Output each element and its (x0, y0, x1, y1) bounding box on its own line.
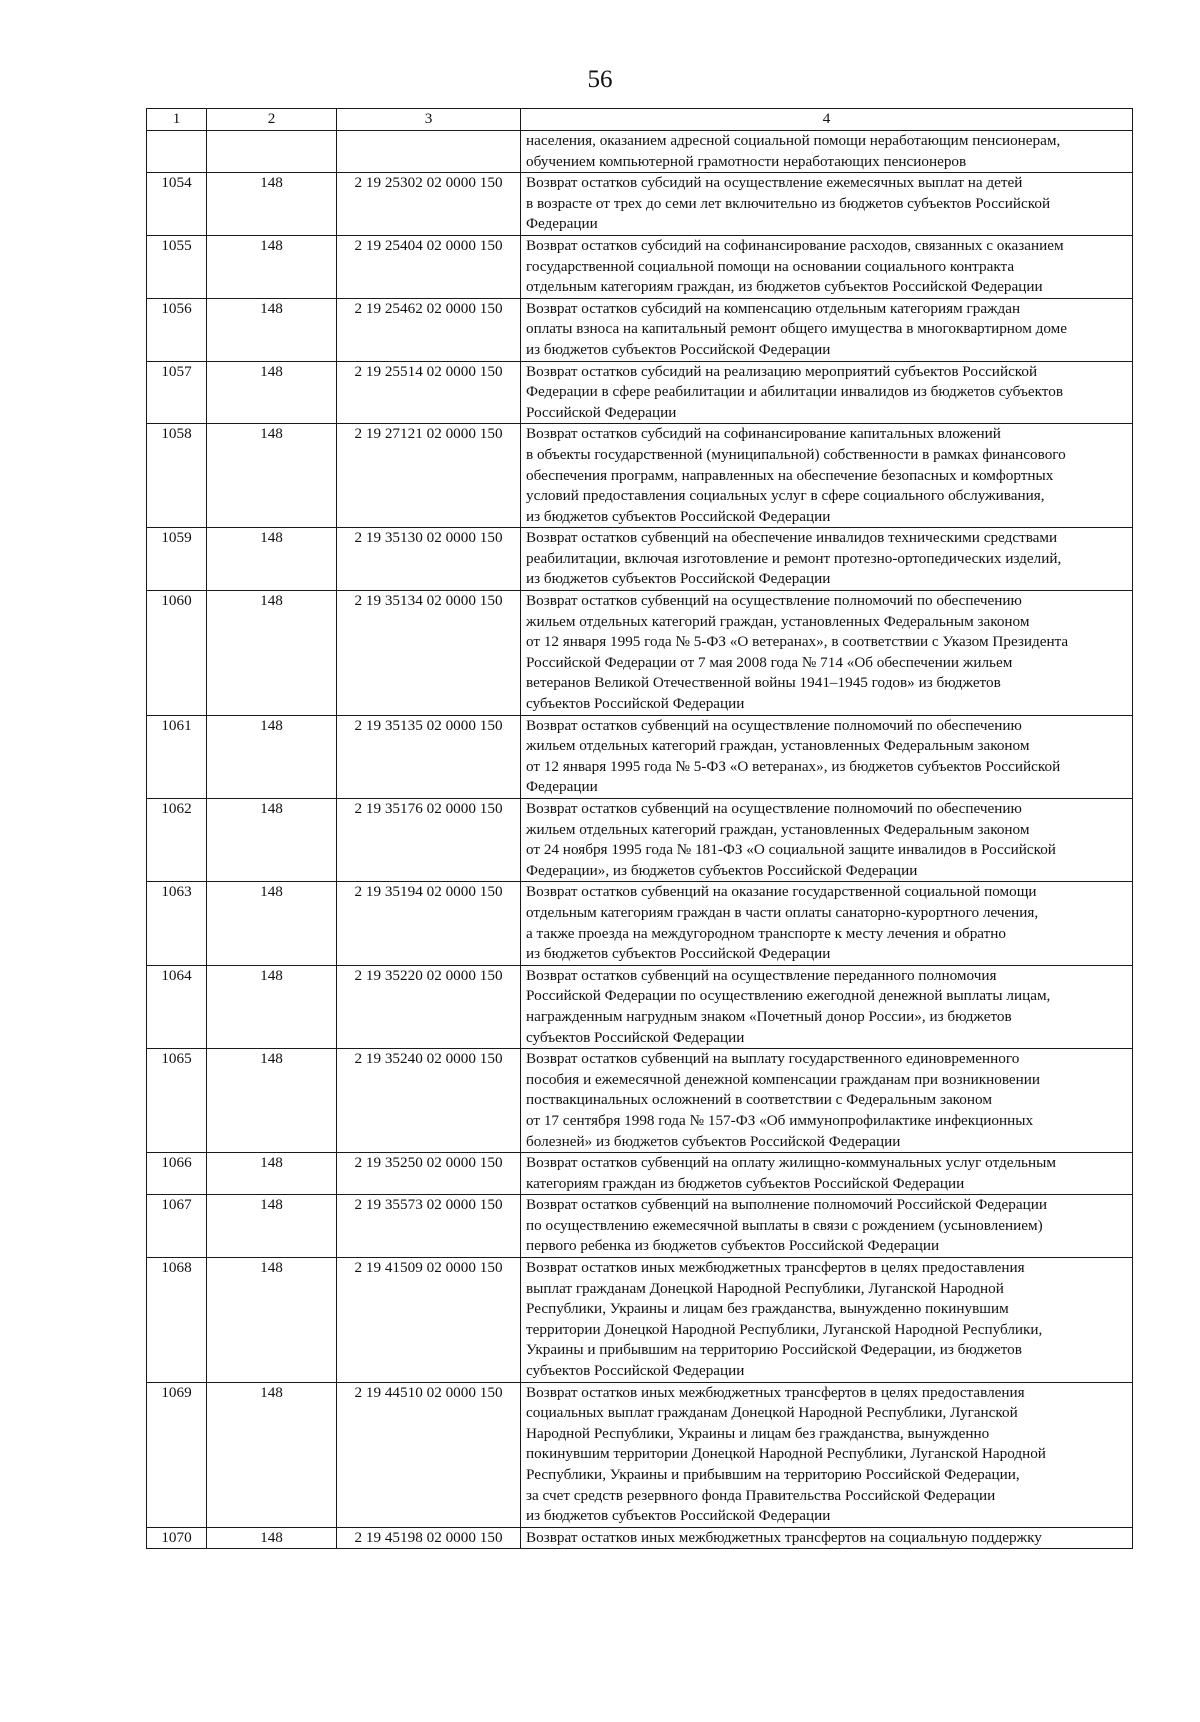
column-header: 1 (147, 109, 207, 131)
admin-code-cell: 148 (207, 1195, 337, 1258)
row-number-cell (147, 131, 207, 173)
admin-code-cell: 148 (207, 361, 337, 424)
description-cell: Возврат остатков субвенций на осуществление полномочий по обеспечению жильем отдельных категорий граждан, установленных Федеральным законом от 12 января 1995 года № 5-ФЗ «О ветеранах», из бюджетов субъектов Российской Федерации (521, 715, 1133, 798)
row-number-cell: 1056 (147, 298, 207, 361)
admin-code-cell: 148 (207, 1382, 337, 1527)
admin-code-cell: 148 (207, 591, 337, 716)
admin-code-cell: 148 (207, 715, 337, 798)
description-cell: Возврат остатков субвенций на оказание государственной социальной помощи отдельным категориям граждан в части оплаты санаторно-курортного лечения, а также проезда на междугородном транспорте к месту лечения и обратно из бюджетов субъектов Российской Федерации (521, 882, 1133, 965)
description-cell: Возврат остатков субвенций на выполнение полномочий Российской Федерации по осуществлению ежемесячной выплаты в связи с рождением (усыновлением) первого ребенка из бюджетов субъектов Российской Федерации (521, 1195, 1133, 1258)
row-number-cell: 1067 (147, 1195, 207, 1258)
table-header-row (147, 109, 1133, 131)
admin-code-cell: 148 (207, 1153, 337, 1195)
table-row (147, 1195, 1133, 1258)
table-row (147, 424, 1133, 528)
table-row (147, 528, 1133, 591)
budget-classification-code-cell: 2 19 35130 02 0000 150 (337, 528, 521, 591)
row-number-cell: 1068 (147, 1258, 207, 1383)
table-row (147, 1382, 1133, 1527)
column-header: 2 (207, 109, 337, 131)
row-number-cell: 1054 (147, 173, 207, 236)
column-header: 3 (337, 109, 521, 131)
row-number-cell: 1062 (147, 799, 207, 882)
row-number-cell: 1055 (147, 235, 207, 298)
row-number-cell: 1069 (147, 1382, 207, 1527)
budget-classification-code-cell: 2 19 25462 02 0000 150 (337, 298, 521, 361)
page-number: 56 (587, 66, 613, 93)
budget-classification-code-cell: 2 19 25404 02 0000 150 (337, 235, 521, 298)
table-row (147, 965, 1133, 1048)
row-number-cell: 1065 (147, 1049, 207, 1153)
description-cell: Возврат остатков субсидий на софинансирование расходов, связанных с оказанием государственной социальной помощи на основании социального контракта отдельным категориям граждан, из бюджетов субъектов Российской Федерации (521, 235, 1133, 298)
admin-code-cell: 148 (207, 1258, 337, 1383)
description-cell: Возврат остатков субвенций на осуществление полномочий по обеспечению жильем отдельных категорий граждан, установленных Федеральным законом от 24 ноября 1995 года № 181-ФЗ «О социальной защите инвалидов в Российской Федерации», из бюджетов субъектов Российской Федерации (521, 799, 1133, 882)
admin-code-cell: 148 (207, 799, 337, 882)
row-number-cell: 1059 (147, 528, 207, 591)
table-row (147, 1153, 1133, 1195)
row-number-cell: 1061 (147, 715, 207, 798)
description-cell: Возврат остатков субсидий на реализацию мероприятий субъектов Российской Федерации в сфере реабилитации и абилитации инвалидов из бюджетов субъектов Российской Федерации (521, 361, 1133, 424)
budget-classification-code-cell (337, 131, 521, 173)
table-row (147, 298, 1133, 361)
description-cell: Возврат остатков субсидий на компенсацию отдельным категориям граждан оплаты взноса на капитальный ремонт общего имущества в многоквартирном доме из бюджетов субъектов Российской Федерации (521, 298, 1133, 361)
table-row (147, 715, 1133, 798)
table-body (147, 131, 1133, 1549)
admin-code-cell: 148 (207, 298, 337, 361)
table-row (147, 235, 1133, 298)
row-number-cell: 1070 (147, 1527, 207, 1549)
admin-code-cell: 148 (207, 528, 337, 591)
table-row (147, 173, 1133, 236)
admin-code-cell (207, 131, 337, 173)
admin-code-cell: 148 (207, 424, 337, 528)
description-cell: Возврат остатков иных межбюджетных трансфертов в целях предоставления социальных выплат гражданам Донецкой Народной Республики, Луганской Народной Республики, Украины и лицам без гражданства, вынужденно покинувшим территории Донецкой Народной Республики, Луганской Народной Республики, Украины и прибывшим на территорию Российской Федерации, за счет средств резервного фонда Правительства Российской Федерации из бюджетов субъектов Российской Федерации (521, 1382, 1133, 1527)
description-cell: Возврат остатков иных межбюджетных трансфертов в целях предоставления выплат гражданам Донецкой Народной Республики, Луганской Народной Республики, Украины и лицам без гражданства, вынужденно покинувшим территории Донецкой Народной Республики, Луганской Народной Республики, Украины и прибывшим на территорию Российской Федерации, из бюджетов субъектов Российской Федерации (521, 1258, 1133, 1383)
budget-classification-code-cell: 2 19 45198 02 0000 150 (337, 1527, 521, 1549)
budget-classification-code-cell: 2 19 25514 02 0000 150 (337, 361, 521, 424)
budget-classification-code-cell: 2 19 35194 02 0000 150 (337, 882, 521, 965)
description-cell: Возврат остатков субсидий на осуществление ежемесячных выплат на детей в возрасте от трех до семи лет включительно из бюджетов субъектов Российской Федерации (521, 173, 1133, 236)
table-row (147, 799, 1133, 882)
table-row (147, 361, 1133, 424)
description-cell: Возврат остатков иных межбюджетных трансфертов на социальную поддержку (521, 1527, 1133, 1549)
description-cell: Возврат остатков субвенций на выплату государственного единовременного пособия и ежемесячной денежной компенсации гражданам при возникновении поствакцинальных осложнений в соответствии с Федеральным законом от 17 сентября 1998 года № 157-ФЗ «Об иммунопрофилактике инфекционных болезней» из бюджетов субъектов Российской Федерации (521, 1049, 1133, 1153)
description-cell: Возврат остатков субвенций на осуществление переданного полномочия Российской Федерации по осуществлению ежегодной денежной выплаты лицам, награжденным нагрудным знаком «Почетный донор России», из бюджетов субъектов Российской Федерации (521, 965, 1133, 1048)
table-row (147, 591, 1133, 716)
description-cell: Возврат остатков субвенций на осуществление полномочий по обеспечению жильем отдельных категорий граждан, установленных Федеральным законом от 12 января 1995 года № 5-ФЗ «О ветеранах», в соответствии с Указом Президента Российской Федерации от 7 мая 2008 года № 714 «Об обеспечении жильем ветеранов Великой Отечественной войны 1941–1945 годов» из бюджетов субъектов Российской Федерации (521, 591, 1133, 716)
description-cell: Возврат остатков субвенций на оплату жилищно-коммунальных услуг отдельным категориям граждан из бюджетов субъектов Российской Федерации (521, 1153, 1133, 1195)
admin-code-cell: 148 (207, 882, 337, 965)
row-number-cell: 1057 (147, 361, 207, 424)
budget-classification-code-cell: 2 19 44510 02 0000 150 (337, 1382, 521, 1527)
table-row (147, 1527, 1133, 1549)
row-number-cell: 1060 (147, 591, 207, 716)
admin-code-cell: 148 (207, 235, 337, 298)
table-row (147, 1258, 1133, 1383)
admin-code-cell: 148 (207, 1049, 337, 1153)
row-number-cell: 1063 (147, 882, 207, 965)
description-cell: Возврат остатков субвенций на обеспечение инвалидов техническими средствами реабилитации, включая изготовление и ремонт протезно-ортопедических изделий, из бюджетов субъектов Российской Федерации (521, 528, 1133, 591)
budget-classification-code-cell: 2 19 25302 02 0000 150 (337, 173, 521, 236)
table-row (147, 131, 1133, 173)
admin-code-cell: 148 (207, 1527, 337, 1549)
budget-classification-code-cell: 2 19 41509 02 0000 150 (337, 1258, 521, 1383)
budget-code-table (146, 108, 1133, 1549)
budget-classification-code-cell: 2 19 35135 02 0000 150 (337, 715, 521, 798)
column-header: 4 (521, 109, 1133, 131)
budget-classification-code-cell: 2 19 35240 02 0000 150 (337, 1049, 521, 1153)
admin-code-cell: 148 (207, 173, 337, 236)
description-cell: населения, оказанием адресной социальной помощи неработающим пенсионерам, обучением компьютерной грамотности неработающих пенсионеров (521, 131, 1133, 173)
budget-classification-code-cell: 2 19 35220 02 0000 150 (337, 965, 521, 1048)
budget-classification-code-cell: 2 19 35573 02 0000 150 (337, 1195, 521, 1258)
budget-classification-code-cell: 2 19 27121 02 0000 150 (337, 424, 521, 528)
table-row (147, 1049, 1133, 1153)
table-row (147, 882, 1133, 965)
row-number-cell: 1058 (147, 424, 207, 528)
budget-classification-code-cell: 2 19 35134 02 0000 150 (337, 591, 521, 716)
budget-classification-code-cell: 2 19 35250 02 0000 150 (337, 1153, 521, 1195)
admin-code-cell: 148 (207, 965, 337, 1048)
description-cell: Возврат остатков субсидий на софинансирование капитальных вложений в объекты государственной (муниципальной) собственности в рамках финансового обеспечения программ, направленных на обеспечение безопасных и комфортных условий предоставления социальных услуг в сфере социального обслуживания, из бюджетов субъектов Российской Федерации (521, 424, 1133, 528)
row-number-cell: 1064 (147, 965, 207, 1048)
row-number-cell: 1066 (147, 1153, 207, 1195)
budget-classification-code-cell: 2 19 35176 02 0000 150 (337, 799, 521, 882)
